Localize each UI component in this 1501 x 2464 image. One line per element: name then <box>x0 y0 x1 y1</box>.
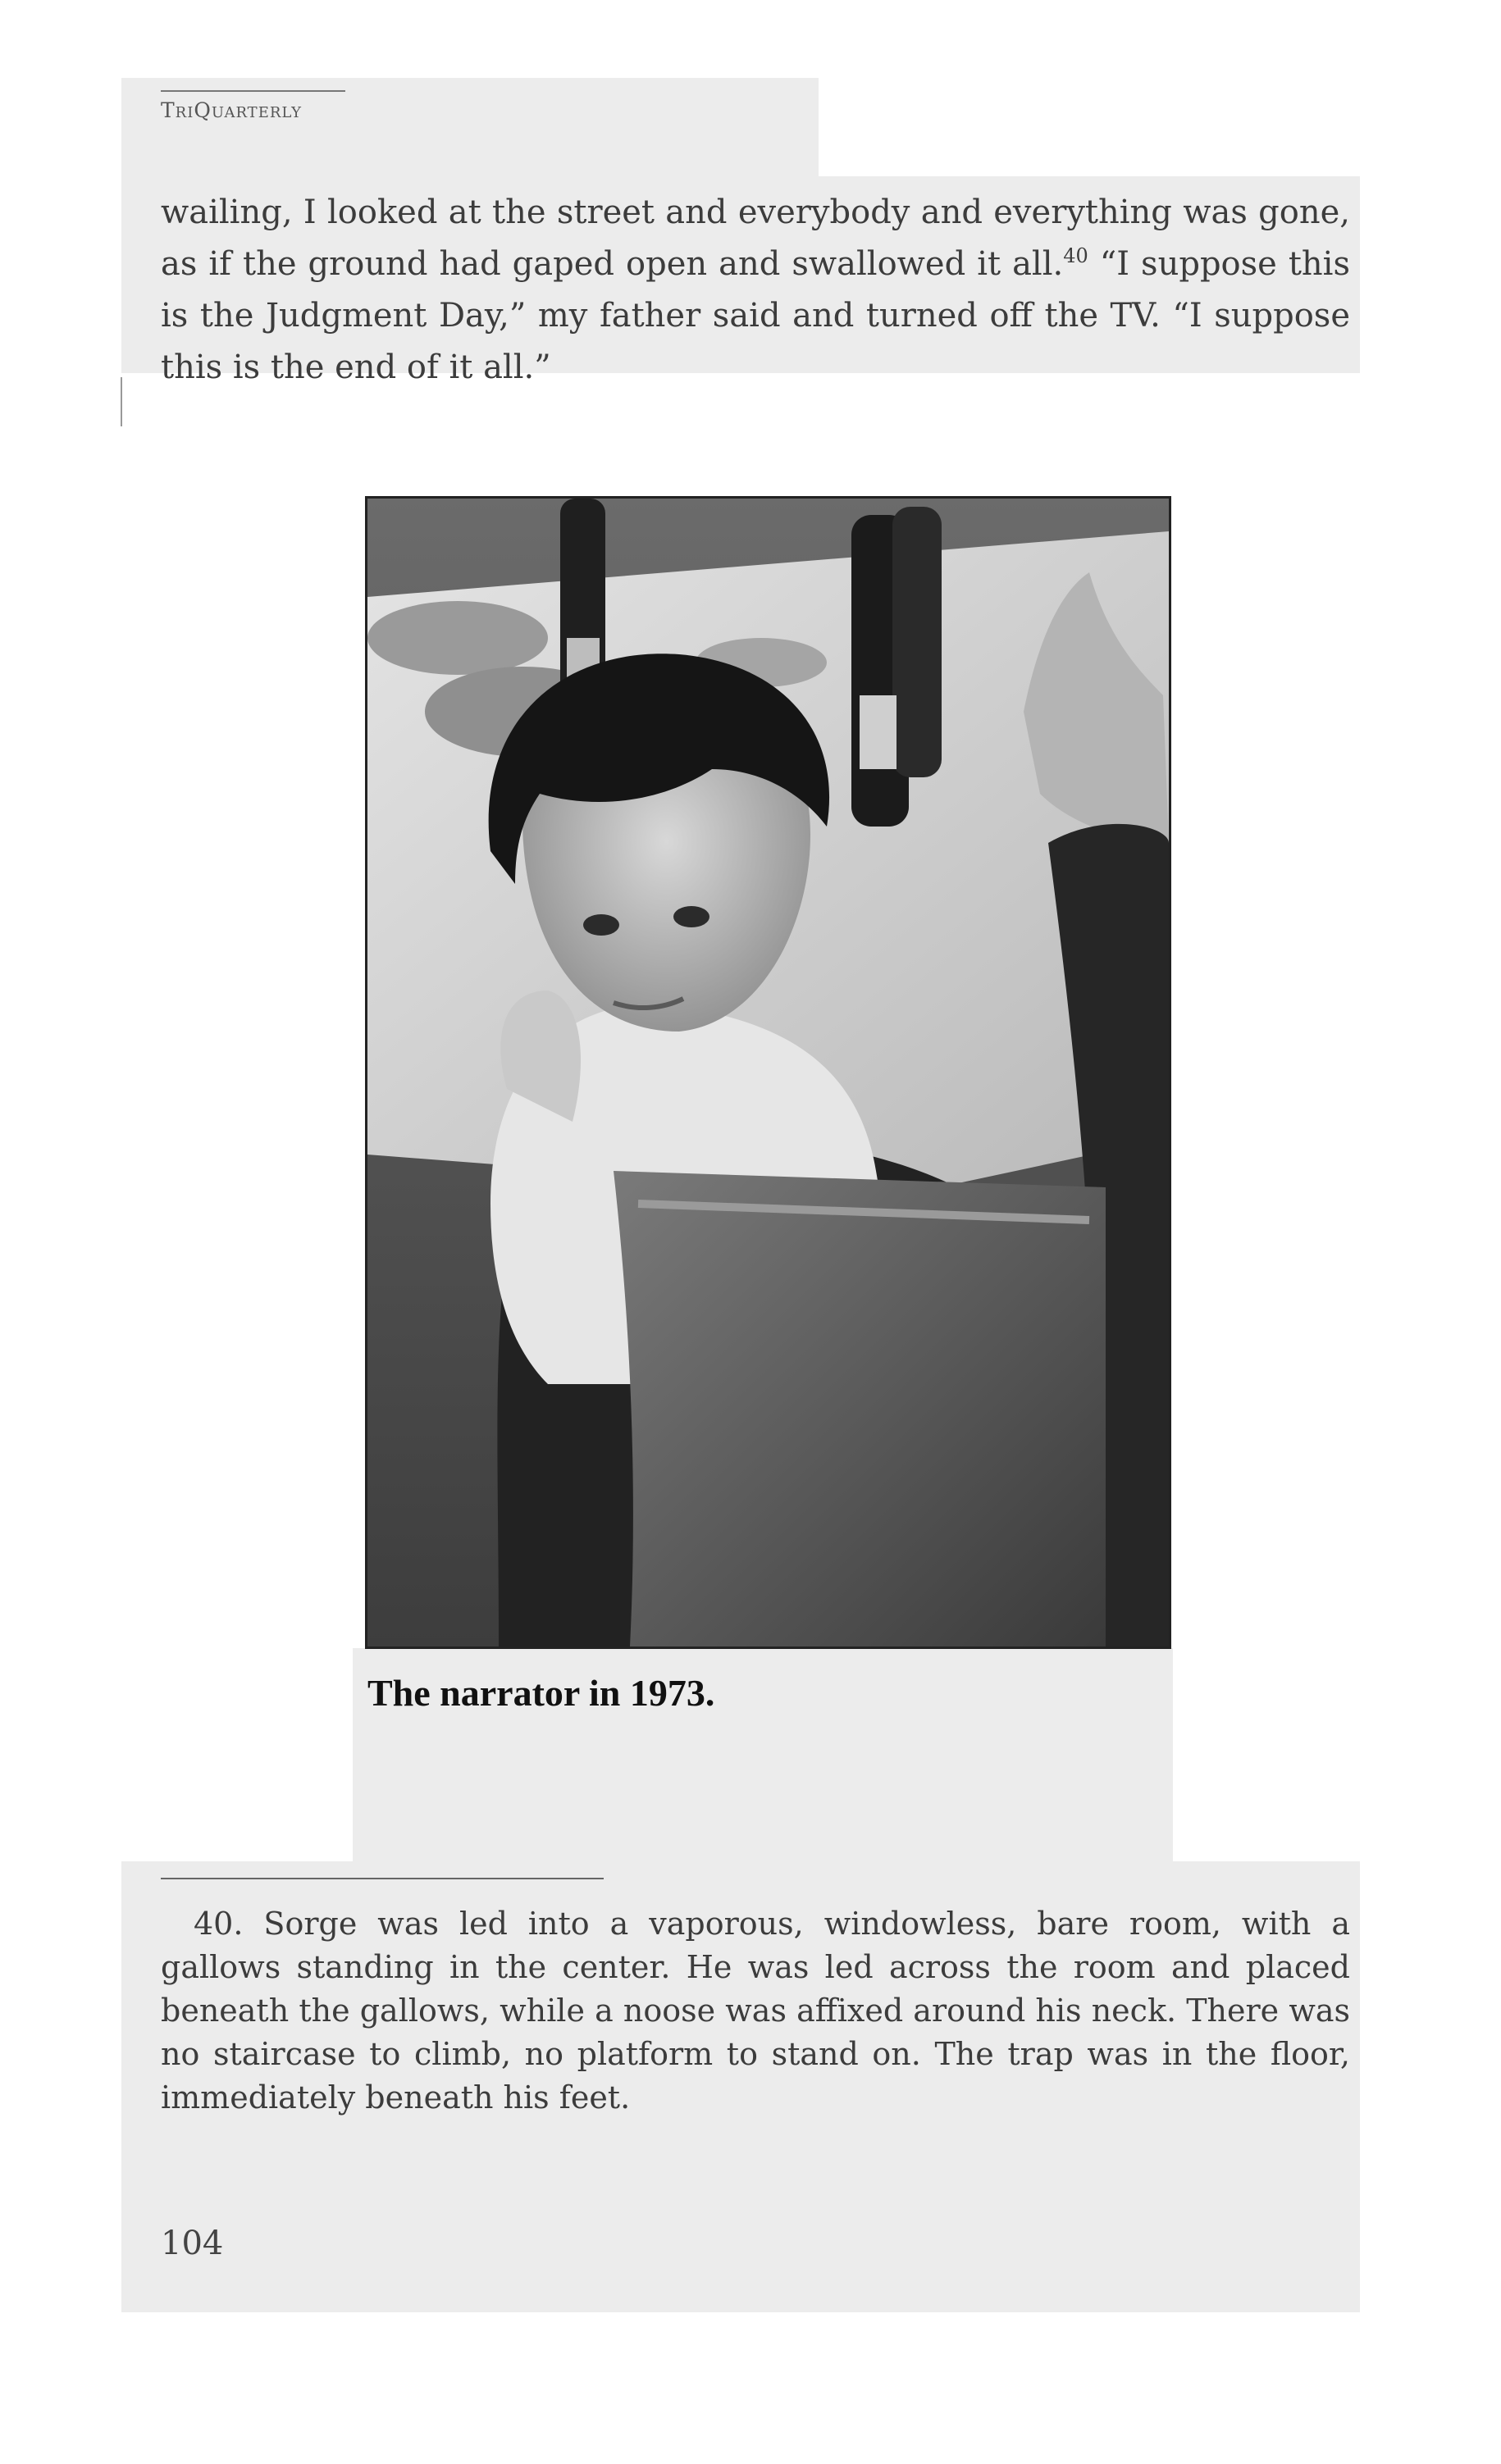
running-head: TriQuarterly <box>161 98 303 122</box>
note-reference: 40 <box>1063 244 1088 267</box>
margin-mark <box>121 377 122 426</box>
body-paragraph <box>161 187 1350 394</box>
footnote: 40. Sorge was led into a vaporous, windowless, bare room, with a gallows standing in the center. He was led across the room and placed beneath the gallows, while a noose was affixed around his neck. There was no staircase to climb, no platform to stand on. The trap was in the floor, immediately beneath his feet. <box>161 1906 1350 2116</box>
scan-shade-bottom <box>121 2239 1360 2312</box>
narrator-photo <box>365 496 1171 1649</box>
body-text-part-2: “I suppose this is the Judgment Day,” my father said and turned off the TV. “I suppose this is the end of it all.” <box>161 245 1351 386</box>
chair-back <box>614 1171 1106 1646</box>
photo-caption: The narrator in 1973. <box>367 1672 715 1714</box>
body-text-part-1: wailing, I looked at the street and everybody and everything was gone, as if the ground had gaped open and swallowed it all. <box>161 194 1350 283</box>
photo-illustration <box>367 499 1169 1646</box>
page-number: 104 <box>161 2225 224 2262</box>
scan-shade-top <box>121 78 819 176</box>
footnote-rule <box>161 1878 604 1879</box>
running-head-rule <box>161 90 345 92</box>
